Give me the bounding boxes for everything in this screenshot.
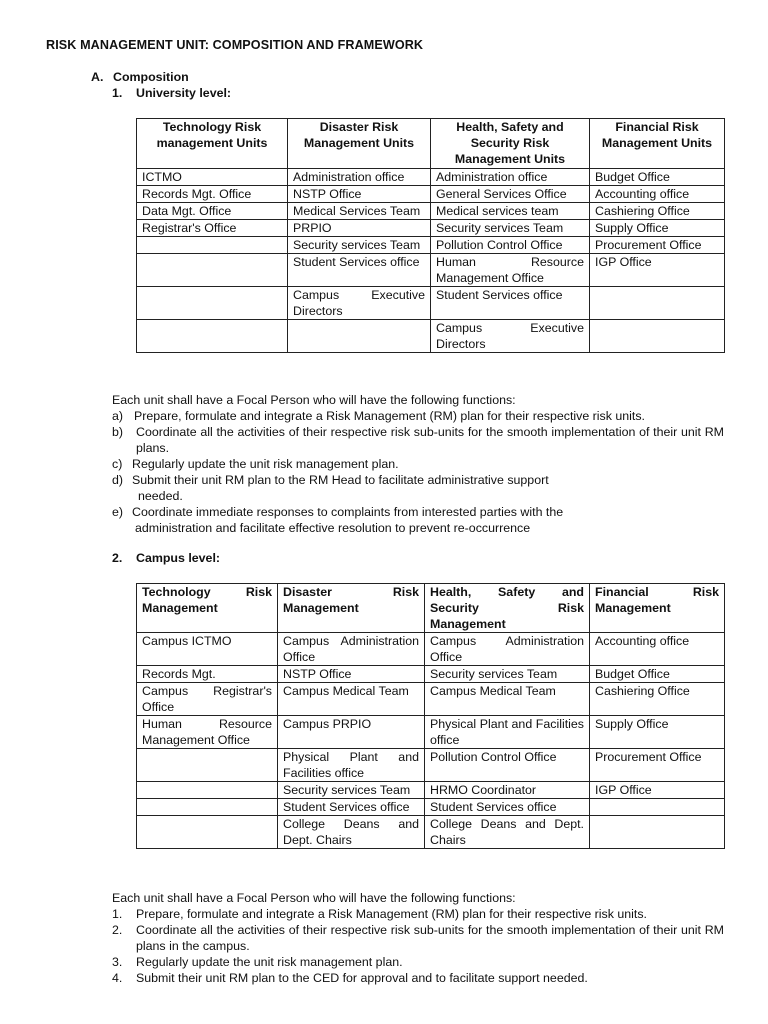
- table-cell: PRPIO: [288, 220, 431, 237]
- table-cell: [137, 254, 288, 287]
- university-functions-intro: Each unit shall have a Focal Person who will have the following functions:: [112, 393, 516, 407]
- table-cell: Supply Office: [590, 716, 725, 749]
- table-cell: Supply Office: [590, 220, 725, 237]
- list-marker: d): [112, 473, 124, 487]
- list-item: [112, 424, 724, 456]
- list-item: [112, 922, 724, 954]
- campus-level-marker: 2.: [112, 551, 123, 565]
- list-text-continuation: needed.: [138, 489, 183, 503]
- header-disaster-risk: Disaster Risk Management: [278, 584, 425, 633]
- list-marker: c): [112, 457, 123, 471]
- section-a-label: Composition: [113, 70, 189, 84]
- table-cell: NSTP Office: [278, 666, 425, 683]
- university-functions-list: [112, 408, 724, 536]
- list-item: [112, 954, 724, 970]
- table-row: [137, 782, 725, 799]
- header-disaster-risk: Disaster Risk Management Units: [288, 119, 431, 169]
- table-row: [137, 186, 725, 203]
- list-text: Prepare, formulate and integrate a Risk Management (RM) plan for their respective risk units.: [134, 409, 645, 423]
- table-row: [137, 683, 725, 716]
- table-cell: General Services Office: [431, 186, 590, 203]
- table-cell: Campus ICTMO: [137, 633, 278, 666]
- header-financial-risk: Financial Risk Management: [590, 584, 725, 633]
- table-row: [137, 254, 725, 287]
- table-row: [137, 320, 725, 353]
- table-cell: NSTP Office: [288, 186, 431, 203]
- table-cell: Physical Plant and Facilities office: [425, 716, 590, 749]
- table-cell: Human Resource Management Office: [137, 716, 278, 749]
- table-cell: Student Services office: [278, 799, 425, 816]
- table-cell: [590, 287, 725, 320]
- table-header-row: [137, 119, 725, 169]
- table-cell: Campus Medical Team: [278, 683, 425, 716]
- table-cell: [137, 287, 288, 320]
- table-cell: Campus Medical Team: [425, 683, 590, 716]
- table-cell: Budget Office: [590, 666, 725, 683]
- table-cell: Medical services team: [431, 203, 590, 220]
- campus-level-table: [136, 583, 725, 849]
- list-item: [112, 456, 724, 472]
- list-marker: 3.: [112, 955, 123, 969]
- table-row: [137, 220, 725, 237]
- list-marker: 4.: [112, 971, 123, 985]
- table-cell: Records Mgt. Office: [137, 186, 288, 203]
- table-header-row: [137, 584, 725, 633]
- table-row: [137, 169, 725, 186]
- table-row: [137, 716, 725, 749]
- campus-functions-list: [112, 906, 724, 986]
- section-a-marker: A.: [91, 70, 104, 84]
- header-technology-risk: Technology Risk management Units: [137, 119, 288, 169]
- campus-functions-intro: Each unit shall have a Focal Person who will have the following functions:: [112, 891, 516, 905]
- table-cell: [137, 782, 278, 799]
- table-cell: Budget Office: [590, 169, 725, 186]
- table-cell: [137, 320, 288, 353]
- university-level-label: University level:: [136, 86, 232, 100]
- list-marker: 1.: [112, 907, 123, 921]
- table-cell: Procurement Office: [590, 749, 725, 782]
- list-text: Coordinate all the activities of their respective risk sub-units for the smooth implementation of their unit RM plans.: [136, 425, 724, 455]
- list-item: [112, 970, 724, 986]
- table-cell: [590, 816, 725, 849]
- list-text: Submit their unit RM plan to the CED for approval and to facilitate support needed.: [136, 971, 588, 985]
- campus-level-label: Campus level:: [136, 551, 221, 565]
- table-cell: Records Mgt.: [137, 666, 278, 683]
- table-cell: Student Services office: [288, 254, 431, 287]
- table-cell: [590, 320, 725, 353]
- table-row: [137, 203, 725, 220]
- list-text: Submit their unit RM plan to the RM Head to facilitate administrative support: [132, 473, 549, 487]
- table-cell: [137, 816, 278, 849]
- table-cell: Pollution Control Office: [431, 237, 590, 254]
- table-cell: Accounting office: [590, 186, 725, 203]
- table-row: [137, 666, 725, 683]
- table-cell: Campus Registrar's Office: [137, 683, 278, 716]
- table-cell: Campus Administration Office: [278, 633, 425, 666]
- list-marker: 2.: [112, 923, 123, 937]
- header-technology-risk: Technology Risk Management: [137, 584, 278, 633]
- table-cell: Student Services office: [431, 287, 590, 320]
- list-item: [112, 408, 724, 424]
- list-marker: b): [112, 425, 124, 439]
- table-cell: Security services Team: [288, 237, 431, 254]
- list-marker: e): [112, 505, 124, 519]
- table-cell: Campus Executive Directors: [288, 287, 431, 320]
- table-cell: Security services Team: [278, 782, 425, 799]
- list-item: [112, 504, 724, 536]
- table-row: [137, 287, 725, 320]
- table-cell: College Deans and Dept. Chairs: [425, 816, 590, 849]
- header-health-safety-security-risk: Health, Safety and Security Risk Management Units: [431, 119, 590, 169]
- list-text: Prepare, formulate and integrate a Risk Management (RM) plan for their respective risk units.: [136, 907, 647, 921]
- campus-level-heading: [112, 551, 220, 565]
- list-text: Regularly update the unit risk management plan.: [136, 955, 403, 969]
- table-row: [137, 633, 725, 666]
- table-cell: HRMO Coordinator: [425, 782, 590, 799]
- table-row: [137, 799, 725, 816]
- table-cell: Administration office: [431, 169, 590, 186]
- university-level-table: [136, 118, 725, 353]
- list-text: Coordinate all the activities of their respective risk sub-units for the smooth implementation of their unit RM plans in the campus.: [136, 923, 724, 953]
- table-cell: IGP Office: [590, 782, 725, 799]
- list-item: [112, 472, 724, 504]
- university-level-marker: 1.: [112, 86, 123, 100]
- table-cell: Data Mgt. Office: [137, 203, 288, 220]
- table-cell: College Deans and Dept. Chairs: [278, 816, 425, 849]
- table-cell: Security services Team: [431, 220, 590, 237]
- table-cell: Medical Services Team: [288, 203, 431, 220]
- table-cell: [137, 799, 278, 816]
- table-cell: Student Services office: [425, 799, 590, 816]
- header-health-safety-security-risk: Health, Safety and Security Risk Management: [425, 584, 590, 633]
- table-cell: Security services Team: [425, 666, 590, 683]
- section-a-heading: [91, 70, 189, 84]
- table-cell: [137, 237, 288, 254]
- list-text-block: [132, 504, 724, 536]
- table-cell: Cashiering Office: [590, 203, 725, 220]
- table-cell: Procurement Office: [590, 237, 725, 254]
- table-cell: Cashiering Office: [590, 683, 725, 716]
- list-text: Regularly update the unit risk management plan.: [132, 457, 399, 471]
- list-text: Coordinate immediate responses to complaints from interested parties with the: [132, 505, 564, 519]
- document-title: RISK MANAGEMENT UNIT: COMPOSITION AND FRAMEWORK: [46, 38, 424, 52]
- table-cell: Registrar's Office: [137, 220, 288, 237]
- table-cell: Pollution Control Office: [425, 749, 590, 782]
- table-cell: Administration office: [288, 169, 431, 186]
- table-row: [137, 749, 725, 782]
- table-cell: ICTMO: [137, 169, 288, 186]
- table-cell: Human Resource Management Office: [431, 254, 590, 287]
- table-cell: Accounting office: [590, 633, 725, 666]
- table-cell: Campus Administration Office: [425, 633, 590, 666]
- university-level-heading: [112, 86, 231, 100]
- table-cell: Campus PRPIO: [278, 716, 425, 749]
- table-row: [137, 816, 725, 849]
- header-financial-risk: Financial Risk Management Units: [590, 119, 725, 169]
- table-cell: IGP Office: [590, 254, 725, 287]
- table-cell: Physical Plant and Facilities office: [278, 749, 425, 782]
- list-marker: a): [112, 409, 124, 423]
- table-cell: [288, 320, 431, 353]
- table-cell: [137, 749, 278, 782]
- list-text-block: [132, 472, 724, 504]
- table-row: [137, 237, 725, 254]
- list-text-continuation: administration and facilitate effective resolution to prevent re-occurrence: [135, 521, 531, 535]
- table-cell: Campus Executive Directors: [431, 320, 590, 353]
- table-cell: [590, 799, 725, 816]
- list-item: [112, 906, 724, 922]
